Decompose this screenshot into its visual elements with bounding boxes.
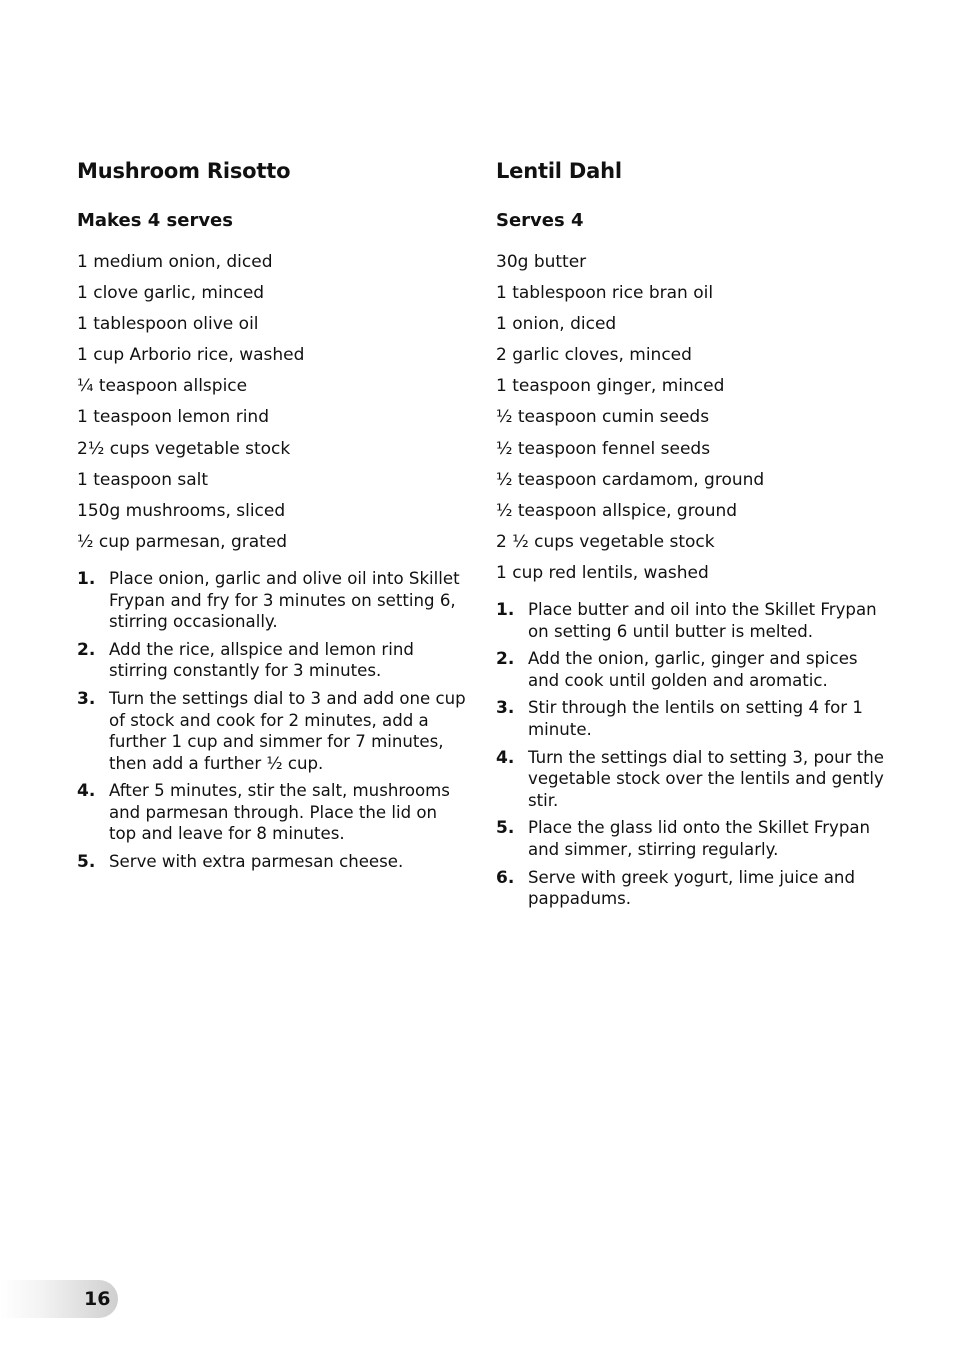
ingredient-item: ¼ teaspoon allspice xyxy=(77,376,248,397)
step-text: Add the onion, garlic, ginger and spices and cook until golden and aromatic. xyxy=(528,649,858,690)
ingredient-item: 1 medium onion, diced xyxy=(77,252,273,272)
ingredient-item: 1 teaspoon ginger, minced xyxy=(496,376,725,397)
ingredient-list xyxy=(496,252,886,594)
recipe-servings: Makes 4 serves xyxy=(77,210,233,231)
method-step xyxy=(496,599,886,642)
method-step xyxy=(496,648,886,691)
ingredient-item: 1 tablespoon rice bran oil xyxy=(496,283,714,304)
ingredient-item: 1 teaspoon salt xyxy=(77,469,209,490)
ingredient-item: 1 tablespoon olive oil xyxy=(77,314,259,335)
step-number: 4. xyxy=(496,747,515,768)
ingredient-item: 1 teaspoon lemon rind xyxy=(77,407,269,428)
recipe-servings: Serves 4 xyxy=(496,210,584,231)
step-number: 5. xyxy=(496,818,515,839)
method-steps xyxy=(77,568,467,873)
recipe-lentil-dahl xyxy=(496,156,886,916)
ingredient-item: ½ teaspoon cardamom, ground xyxy=(496,469,765,490)
ingredient-item: ½ teaspoon cumin seeds xyxy=(496,407,710,428)
step-text: Place butter and oil into the Skillet Frypan on setting 6 until butter is melted. xyxy=(528,600,877,641)
method-step xyxy=(77,639,467,682)
step-text: Place onion, garlic and olive oil into Skillet Frypan and fry for 3 minutes on setting 6, stirring occasionally. xyxy=(109,568,460,632)
step-text: Add the rice, allspice and lemon rind stirring constantly for 3 minutes. xyxy=(109,639,414,681)
ingredient-item: ½ teaspoon fennel seeds xyxy=(496,438,711,459)
step-number: 6. xyxy=(496,867,515,888)
step-number: 3. xyxy=(496,698,515,719)
method-step xyxy=(77,688,467,774)
ingredient-item: 1 clove garlic, minced xyxy=(77,283,265,304)
step-number: 3. xyxy=(77,688,96,709)
step-text: Turn the settings dial to setting 3, pour the vegetable stock over the lentils and gently stir. xyxy=(528,747,884,810)
step-number: 1. xyxy=(496,600,515,621)
step-number: 5. xyxy=(77,852,96,873)
method-steps xyxy=(496,599,886,910)
ingredient-item: ½ teaspoon allspice, ground xyxy=(496,500,738,521)
step-number: 2. xyxy=(496,649,515,670)
recipe-title: Lentil Dahl xyxy=(496,159,622,183)
method-step xyxy=(496,867,886,910)
step-number: 2. xyxy=(77,639,96,660)
ingredient-item: 2 garlic cloves, minced xyxy=(496,345,692,366)
page-number: 16 xyxy=(84,1288,111,1310)
step-number: 1. xyxy=(77,568,96,589)
ingredient-item: 1 onion, diced xyxy=(496,314,617,335)
method-step xyxy=(496,817,886,860)
step-number: 4. xyxy=(77,781,96,802)
step-text: Turn the settings dial to 3 and add one cup of stock and cook for 2 minutes, add a further 1 cup and simmer for 7 minutes, then add a further ½ cup. xyxy=(109,688,466,773)
method-step xyxy=(496,697,886,740)
method-step xyxy=(77,568,467,633)
method-step xyxy=(77,851,467,873)
ingredient-item: ½ cup parmesan, grated xyxy=(77,531,288,552)
step-text: After 5 minutes, stir the salt, mushrooms and parmesan through. Place the lid on top and leave for 8 minutes. xyxy=(109,781,450,844)
method-step xyxy=(496,747,886,812)
ingredient-item: 2½ cups vegetable stock xyxy=(77,438,291,459)
ingredient-item: 150g mushrooms, sliced xyxy=(77,500,286,521)
method-step xyxy=(77,780,467,845)
ingredient-item: 2 ½ cups vegetable stock xyxy=(496,531,715,552)
step-text: Serve with extra parmesan cheese. xyxy=(109,852,404,872)
step-text: Stir through the lentils on setting 4 for 1 minute. xyxy=(528,698,863,739)
ingredient-item: 1 cup Arborio rice, washed xyxy=(77,345,305,366)
ingredient-list xyxy=(77,252,467,563)
recipe-title: Mushroom Risotto xyxy=(77,159,291,183)
recipe-mushroom-risotto xyxy=(77,156,467,879)
step-text: Serve with greek yogurt, lime juice and pappadums. xyxy=(528,867,855,909)
step-text: Place the glass lid onto the Skillet Frypan and simmer, stirring regularly. xyxy=(528,818,871,859)
ingredient-item: 30g butter xyxy=(496,252,587,272)
ingredient-item: 1 cup red lentils, washed xyxy=(496,562,709,583)
